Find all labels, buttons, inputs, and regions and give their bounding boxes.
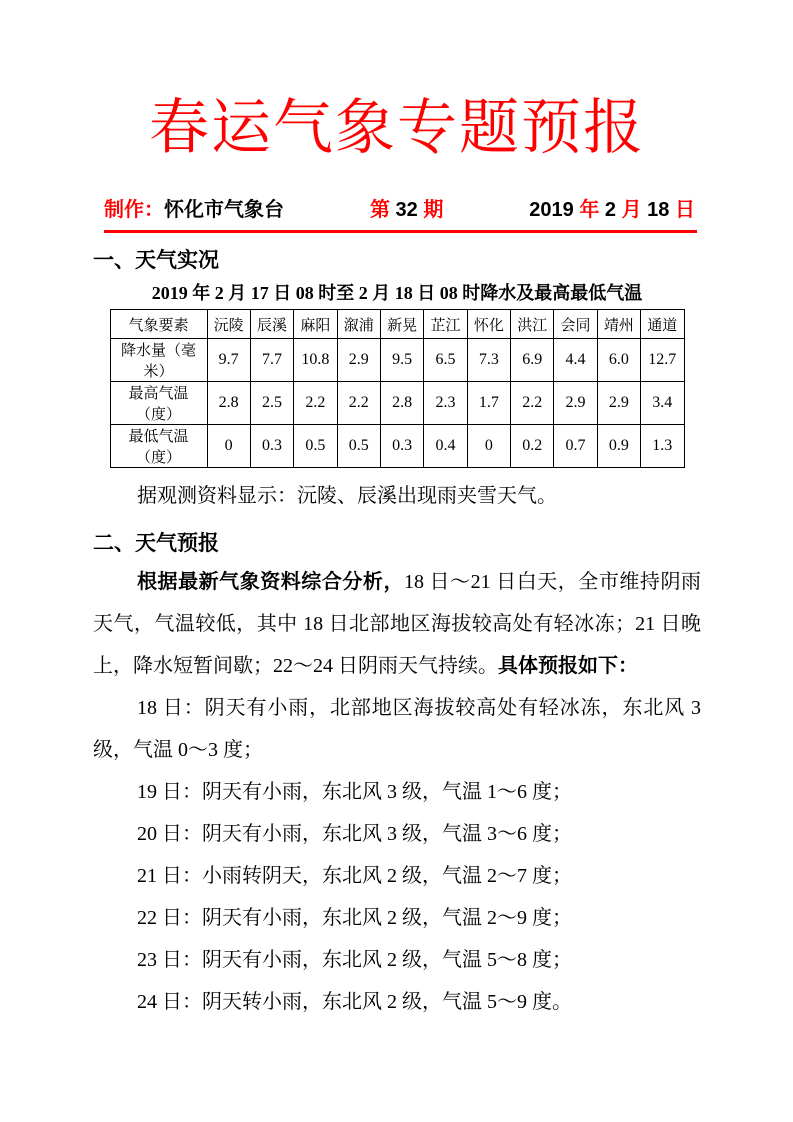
table-cell: 7.3 [467, 339, 510, 382]
masthead [104, 197, 697, 233]
table-cell: 6.9 [511, 339, 554, 382]
producer-label: 制作： [104, 199, 164, 221]
col-header: 洪江 [511, 310, 554, 339]
row-label: 降水量（毫米） [110, 339, 207, 382]
col-header: 辰溪 [250, 310, 293, 339]
table-cell: 6.0 [597, 339, 640, 382]
table-cell: 0.5 [337, 425, 380, 468]
col-header: 通道 [641, 310, 684, 339]
table-cell: 9.5 [380, 339, 423, 382]
table-cell: 0.3 [250, 425, 293, 468]
table-cell: 0 [207, 425, 250, 468]
table-caption: 2019 年 2 月 17 日 08 时至 2 月 18 日 08 时降水及最高最低气温 [151, 283, 643, 303]
table-cell: 0.2 [511, 425, 554, 468]
issue-part: 第 [369, 199, 390, 221]
date-part: 年 [573, 199, 605, 221]
observation-table [110, 309, 685, 468]
table-cell: 9.7 [207, 339, 250, 382]
table-cell: 12.7 [641, 339, 684, 382]
table-cell: 2.2 [511, 382, 554, 425]
forecast-summary-lead: 根据最新气象资料综合分析， [137, 571, 404, 593]
col-header: 麻阳 [294, 310, 337, 339]
table-cell: 0.4 [424, 425, 467, 468]
daily-forecast-item: 21 日：小雨转阴天，东北风 2 级，气温 2～7 度； [137, 865, 572, 887]
daily-forecast-list [93, 687, 701, 1023]
table-cell: 10.8 [294, 339, 337, 382]
forecast-summary [93, 561, 701, 687]
bulletin-document [93, 0, 701, 1122]
table-cell: 2.2 [294, 382, 337, 425]
table-header-row [110, 310, 684, 339]
section-heading-observation: 一、天气实况 [93, 249, 219, 272]
producer-value: 怀化市气象台 [164, 199, 284, 221]
daily-forecast-item: 20 日：阴天有小雨，东北风 3 级，气温 3～6 度； [137, 823, 572, 845]
table-cell: 2.5 [250, 382, 293, 425]
date-part: 2 [604, 199, 617, 221]
page-title: 春运气象专题预报 [149, 95, 645, 161]
issue-part: 32 [389, 199, 424, 221]
col-header: 芷江 [424, 310, 467, 339]
row-label: 最低气温（度） [110, 425, 207, 468]
table-cell: 0 [467, 425, 510, 468]
daily-forecast-item: 23 日：阴天有小雨，东北风 2 级，气温 5～8 度； [137, 949, 572, 971]
date-part: 18 [647, 199, 670, 221]
forecast-summary-tail: 具体预报如下： [498, 655, 638, 677]
table-cell: 1.3 [641, 425, 684, 468]
issue-number [370, 197, 443, 223]
issue-date [529, 197, 695, 223]
observation-note: 据观测资料显示：沅陵、辰溪出现雨夹雪天气。 [137, 485, 557, 507]
date-part: 日 [669, 199, 695, 221]
producer-line [104, 197, 284, 223]
col-header: 气象要素 [110, 310, 207, 339]
table-cell: 6.5 [424, 339, 467, 382]
daily-forecast-item: 18 日：阴天有小雨，北部地区海拔较高处有轻冰冻，东北风 3 级，气温 0～3 度； [93, 697, 701, 761]
table-cell: 2.8 [207, 382, 250, 425]
table-cell: 2.9 [337, 339, 380, 382]
table-cell: 2.9 [597, 382, 640, 425]
table-cell: 0.5 [294, 425, 337, 468]
col-header: 靖州 [597, 310, 640, 339]
col-header: 新晃 [380, 310, 423, 339]
table-cell: 2.8 [380, 382, 423, 425]
table-cell: 0.9 [597, 425, 640, 468]
table-cell: 2.2 [337, 382, 380, 425]
date-part: 月 [616, 199, 648, 221]
daily-forecast-item: 19 日：阴天有小雨，东北风 3 级，气温 1～6 度； [137, 781, 572, 803]
table-row [110, 425, 684, 468]
table-cell: 0.7 [554, 425, 597, 468]
table-row [110, 339, 684, 382]
daily-forecast-item: 24 日：阴天转小雨，东北风 2 级，气温 5～9 度。 [137, 991, 572, 1013]
forecast-summary-body: 18 日～21 日白天，全市维持阴雨天气，气温较低，其中 18 日北部地区海拔较高处有轻冰冻；21 日晚上，降水短暂间歇；22～24 日阴雨天气持续。 [93, 571, 701, 677]
table-cell: 3.4 [641, 382, 684, 425]
section-heading-forecast: 二、天气预报 [93, 532, 219, 555]
table-cell: 0.3 [380, 425, 423, 468]
table-cell: 4.4 [554, 339, 597, 382]
table-cell: 7.7 [250, 339, 293, 382]
col-header: 溆浦 [337, 310, 380, 339]
date-part: 2019 [529, 199, 574, 221]
issue-part: 期 [423, 199, 444, 221]
col-header: 怀化 [467, 310, 510, 339]
table-cell: 2.3 [424, 382, 467, 425]
daily-forecast-item: 22 日：阴天有小雨，东北风 2 级，气温 2～9 度； [137, 907, 572, 929]
table-row [110, 382, 684, 425]
col-header: 会同 [554, 310, 597, 339]
table-cell: 1.7 [467, 382, 510, 425]
table-cell: 2.9 [554, 382, 597, 425]
col-header: 沅陵 [207, 310, 250, 339]
row-label: 最高气温（度） [110, 382, 207, 425]
